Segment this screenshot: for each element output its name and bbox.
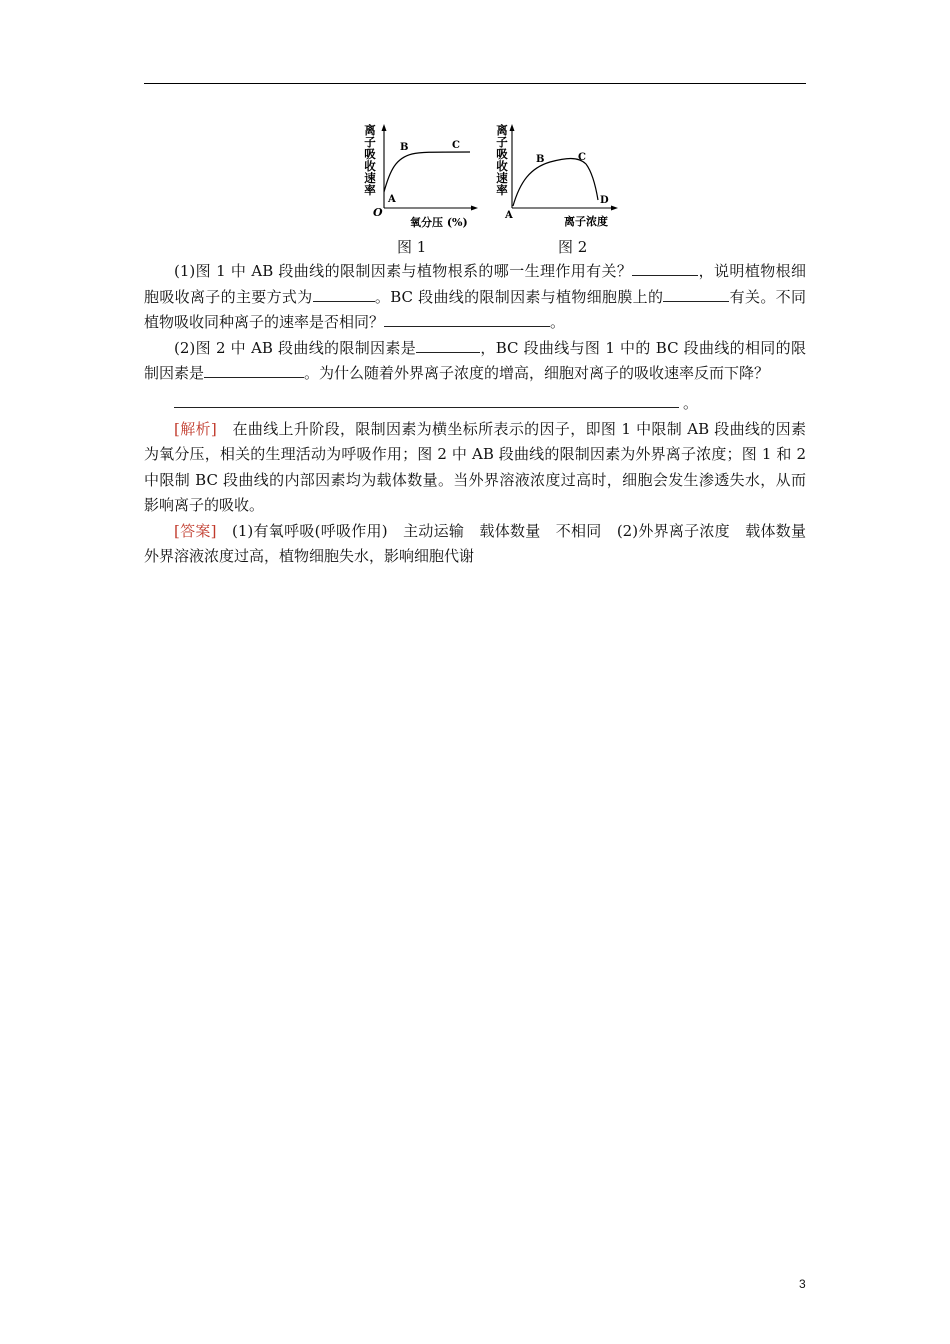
fig1-point-c: C [452, 140, 460, 151]
fig1-curve [384, 152, 470, 192]
analysis-text: 在曲线上升阶段，限制因素为横坐标所表示的因子，即图 1 中限制 AB 段曲线的因素为氧分压，相关的生理活动为呼吸作用；图 2 中 AB 段曲线的限制因素为外界离子浓度；图 1 和 2 中限制 BC 段曲线的内部因素均为载体数量。当外界溶液浓度过高时，细胞会发生渗透失水，从而影响离子的吸收。 [144, 419, 806, 514]
fig2-x-arrow [611, 206, 618, 211]
fig2-point-d: D [600, 195, 609, 206]
question-1 [144, 259, 806, 336]
fig1-ylabel-char: 收 [364, 159, 376, 173]
q2-text-3: 。为什么随着外界离子浓度的增高，细胞对离子的吸收速率反而下降？ [304, 364, 770, 382]
fig2-point-b: B [536, 154, 545, 165]
q2-text-1: (2)图 2 中 AB 段曲线的限制因素是 [174, 338, 417, 357]
fig1-ylabel-char: 离 [364, 123, 376, 137]
fig1-point-a: A [388, 194, 396, 205]
fig2-ylabel-char: 吸 [496, 147, 508, 161]
q1-blank-4[interactable] [384, 311, 550, 327]
q2-blank-1[interactable] [416, 337, 480, 353]
question-2 [144, 336, 806, 387]
analysis [144, 417, 806, 519]
fig2-caption: 图 2 [558, 238, 588, 256]
header-rule [144, 83, 806, 84]
fig1-ylabel-char: 吸 [364, 147, 376, 161]
analysis-tag: [解析] [174, 419, 217, 438]
fig1-caption: 图 1 [397, 238, 427, 256]
fig2-ylabel-char: 子 [496, 135, 508, 149]
fig1-x-arrow [471, 206, 478, 211]
q1-blank-2[interactable] [313, 286, 375, 302]
q2-answer-line[interactable] [174, 387, 679, 408]
fig1-y-arrow [382, 124, 387, 131]
q2-blank-2[interactable] [204, 362, 304, 378]
q2-answer-end: 。 [683, 393, 699, 412]
fig1-point-b: B [400, 142, 409, 153]
q1-blank-3[interactable] [663, 286, 729, 302]
fig2-point-a: A [505, 210, 513, 221]
fig2-ylabel-char: 速 [496, 171, 508, 185]
q2-text-2: ，BC 段曲线与图 1 中的 BC 段曲线的相同的限制因素是 [144, 338, 806, 382]
q1-text-1: (1)图 1 中 AB 段曲线的限制因素与植物根系的哪一生理作用有关？ [174, 262, 633, 280]
fig2-x-label: 离子浓度 [564, 215, 608, 228]
fig1-ylabel-char: 率 [364, 183, 376, 197]
fig1-origin-label: O [373, 206, 383, 219]
fig1-ylabel-char: 速 [364, 171, 376, 185]
fig1-ylabel-char: 子 [364, 135, 376, 149]
q1-text-2: ，说明植物根细胞吸收离子的主要方式为 [144, 262, 806, 306]
page-number: 3 [799, 1277, 806, 1291]
fig1-x-label: 氧分压 (%) [410, 216, 468, 229]
figure-1 [364, 123, 478, 229]
fig2-curve [513, 159, 598, 207]
q2-answer-line-row [144, 387, 806, 417]
q1-text-3: 。BC 段曲线的限制因素与植物细胞膜上的 [374, 287, 664, 306]
q1-text-4: 有关。不同植物吸收同种离子的速率是否相同？ [144, 287, 806, 331]
answer-tag: [答案] [174, 521, 217, 540]
answer-text: (1)有氧呼吸(呼吸作用) 主动运输 载体数量 不相同 (2)外界离子浓度 载体数量 外界溶液浓度过高，植物细胞失水，影响细胞代谢 [144, 521, 821, 565]
question-content [144, 259, 821, 570]
q1-blank-1[interactable] [632, 260, 698, 276]
fig2-point-c: C [578, 152, 586, 163]
fig2-ylabel-char: 收 [496, 159, 508, 173]
fig2-ylabel-char: 率 [496, 183, 508, 197]
figure-2 [496, 123, 618, 228]
fig2-y-arrow [510, 124, 515, 131]
q1-text-5: 。 [550, 313, 566, 331]
fig2-ylabel-char: 离 [496, 123, 508, 137]
answer [144, 519, 821, 570]
